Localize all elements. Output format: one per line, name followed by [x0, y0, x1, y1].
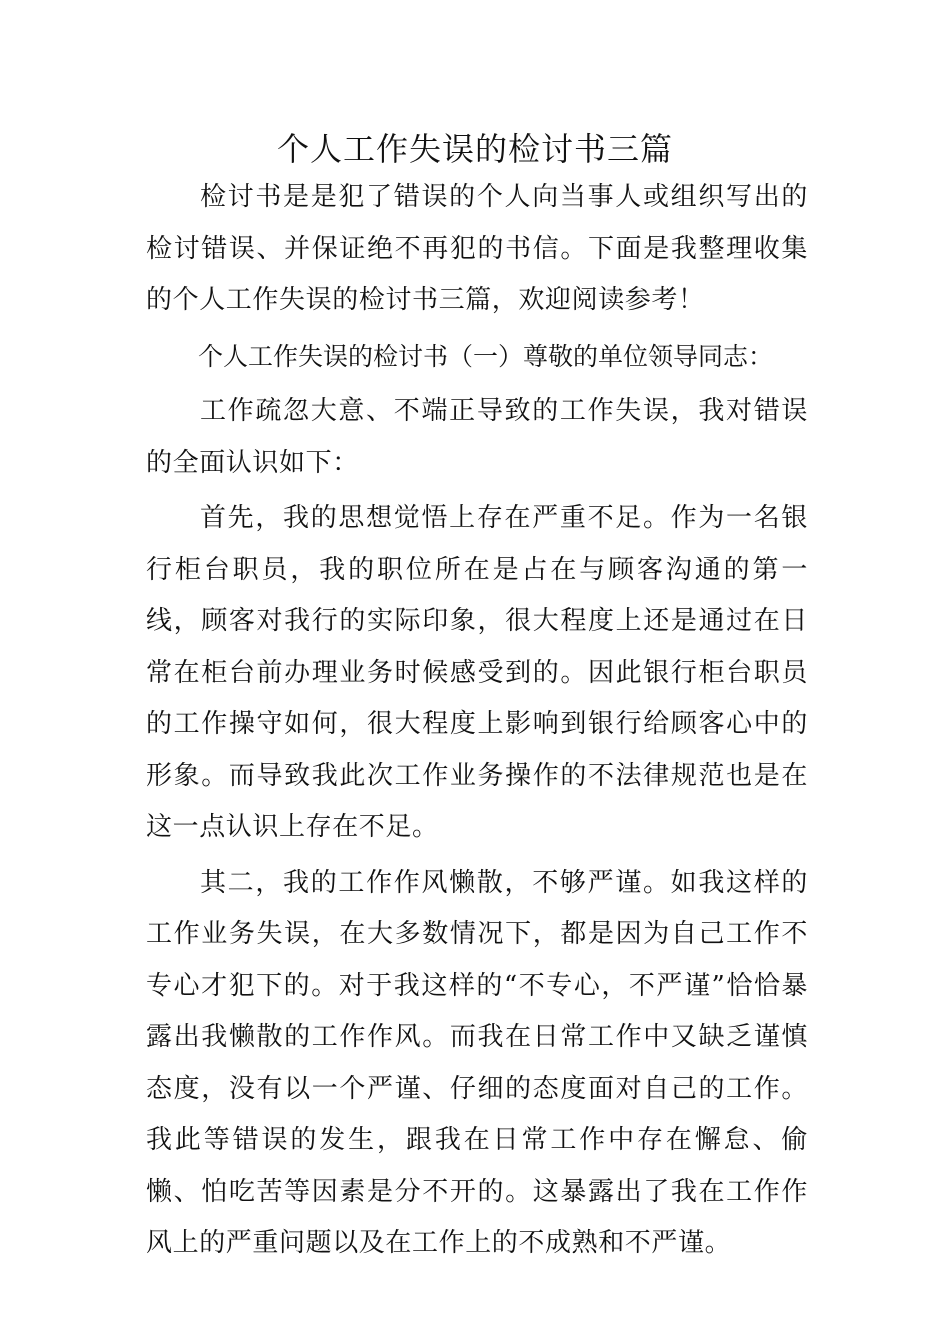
intro-paragraph: 检讨书是是犯了错误的个人向当事人或组织写出的检讨错误、并保证绝不再犯的书信。下面是我整理收集的个人工作失误的检讨书三篇，欢迎阅读参考！: [146, 182, 808, 315]
first-point-paragraph: 首先，我的思想觉悟上存在严重不足。作为一名银行柜台职员，我的职位所在是占在与顾客沟通的第一线，顾客对我行的实际印象，很大程度上还是通过在日常在柜台前办理业务时候感受到的。因此银行柜台职员的工作操守如何，很大程度上影响到银行给顾客心中的形象。而导致我此次工作业务操作的不法律规范也是在这一点认识上存在不足。: [146, 503, 808, 842]
second-point-paragraph: 其二，我的工作作风懒散，不够严谨。如我这样的工作业务失误，在大多数情况下，都是因为自己工作不专心才犯下的。对于我这样的“不专心，不严谨”恰恰暴露出我懒散的工作作风。而我在日常工作中又缺乏谨慎态度，没有以一个严谨、仔细的态度面对自己的工作。我此等错误的发生，跟我在日常工作中存在懈怠、偷懒、怕吃苦等因素是分不开的。这暴露出了我在工作作风上的严重问题以及在工作上的不成熟和不严谨。: [146, 867, 808, 1258]
document-body: [146, 172, 808, 1274]
opening-paragraph: 工作疏忽大意、不端正导致的工作失误，我对错误的全面认识如下：: [146, 396, 808, 478]
letter-heading-paragraph: 个人工作失误的检讨书（一）尊敬的单位领导同志：: [198, 341, 774, 371]
document-title: 个人工作失误的检讨书三篇: [276, 130, 673, 168]
